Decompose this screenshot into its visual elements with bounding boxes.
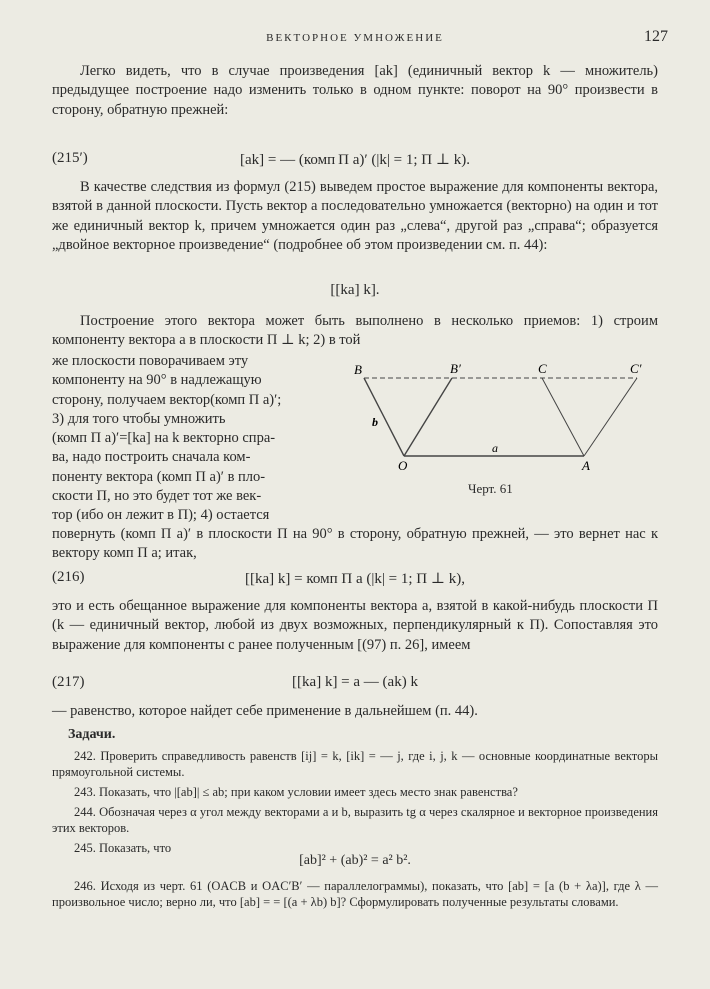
label-a-vector: a	[492, 441, 498, 455]
task-item: 246. Исходя из черт. 61 (OACB и OAC′B′ — параллелограммы), показать, что [ab] = [a (b + λa)], где λ — произвольное число; верно ли, что [ab] = = [(a + λb) b]? Сформулировать полученные результаты словами.	[52, 879, 658, 909]
formula-label: (215′)	[52, 150, 88, 166]
side-ac-prime	[584, 378, 637, 456]
formula-double-product	[52, 282, 658, 304]
paragraph-4: это и есть обещанное выражение для компоненты вектора a, взятой в какой-нибудь плоскости П (k — единичный вектор, любой из двух возможных, перпендикулярный к П). Сопоставляя это выражение для компоненты с ранее полученным [(97) п. 26], имеем	[52, 598, 658, 653]
wrap-line: сторону, получаем вектор(комп П a)′;	[52, 391, 282, 408]
formula-215	[52, 150, 658, 172]
task-item: 245. Показать, что	[74, 841, 172, 855]
vector-b-prime	[404, 378, 452, 456]
page-header	[0, 28, 710, 52]
formula-216	[52, 569, 658, 591]
wrap-line: же плоскости поворачиваем эту	[52, 353, 249, 369]
task-item: 244. Обозначая через α угол между векторами a и b, выразить tg α через скалярное и векторное произведения этих векторов.	[52, 805, 658, 835]
label-a-point: A	[582, 458, 590, 473]
figure-caption: Черт. 61	[468, 481, 513, 496]
paragraph-3-wrapped	[52, 352, 352, 526]
wrap-line: (комп П a)′=[ka] на k векторно спра-	[52, 430, 276, 447]
vector-b	[364, 378, 404, 456]
formula-body: [[ka] k].	[330, 282, 380, 298]
paragraph-3-end: повернуть (комп П a)′ в плоскости П на 90° в сторону, обратную прежней, — это вернет нас к вектору комп П a; итак,	[52, 526, 658, 562]
tasks-title: Задачи.	[68, 727, 116, 742]
tasks-list	[52, 748, 658, 860]
paragraph-1: Легко видеть, что в случае произведения [ak] (единичный вектор k — множитель) предыдущее построение надо изменить только в одном пункте: поворот на 90° произвести в сторону, обратную прежней:	[52, 63, 658, 118]
paragraph-5: — равенство, которое найдет себе применение в дальнейшем (п. 44).	[52, 703, 478, 719]
wrap-line: поненту вектора (комп П a)′ в пло-	[52, 468, 266, 485]
wrap-line: компоненту на 90° в надлежащую	[52, 372, 262, 389]
task-item: 243. Показать, что |[ab]| ≤ ab; при каком условии имеет здесь место знак равенства?	[74, 785, 518, 799]
formula-body: [ab]² + (ab)² = a² b².	[299, 853, 411, 868]
formula-label: (216)	[52, 569, 85, 585]
formula-245	[52, 853, 658, 875]
label-c: C	[538, 361, 547, 376]
label-b-prime: B′	[450, 361, 461, 376]
label-b: B	[354, 362, 362, 377]
formula-body: [[ka] k] = a — (ak) k	[292, 674, 418, 690]
label-b-vector: b	[372, 415, 378, 429]
label-c-prime: C′	[630, 361, 642, 376]
page-number: 127	[644, 28, 668, 45]
wrap-line: ва, надо построить сначала ком-	[52, 449, 251, 466]
formula-body: [ak] = — (комп П a)′ (|k| = 1; П ⊥ k).	[240, 152, 470, 168]
wrap-line: 3) для того чтобы умножить	[52, 410, 226, 427]
formula-label: (217)	[52, 674, 85, 690]
side-ca	[542, 378, 584, 456]
running-title: ВЕКТОРНОЕ УМНОЖЕНИЕ	[266, 32, 444, 44]
task-item: 242. Проверить справедливость равенств [ij] = k, [ik] = — j, где i, j, k — основные координатные векторы прямоугольной системы.	[52, 749, 658, 779]
task-246	[52, 878, 658, 914]
paragraph-3-start: Построение этого вектора может быть выполнено в несколько приемов: 1) строим компоненту вектора a в плоскости П ⊥ k; 2) в той	[52, 313, 658, 349]
wrap-line: скости П, но это будет тот же век-	[52, 488, 262, 505]
formula-body: [[ka] k] = комп П a (|k| = 1; П ⊥ k),	[245, 571, 465, 587]
label-o: O	[398, 458, 408, 473]
formula-217	[52, 674, 658, 696]
wrap-line: тор (ибо он лежит в П); 4) остается	[52, 507, 270, 524]
paragraph-2: В качестве следствия из формул (215) выведем простое выражение для компоненты вектора, взятой в данной плоскости. Пусть вектор a последовательно умножается (векторно) на один и тот же единичный вектор k, причем умножается один раз „слева“, другой раз „справа“; образуется „двойное векторное произведение“ (подробнее об этом произведении см. п. 44):	[52, 179, 658, 253]
